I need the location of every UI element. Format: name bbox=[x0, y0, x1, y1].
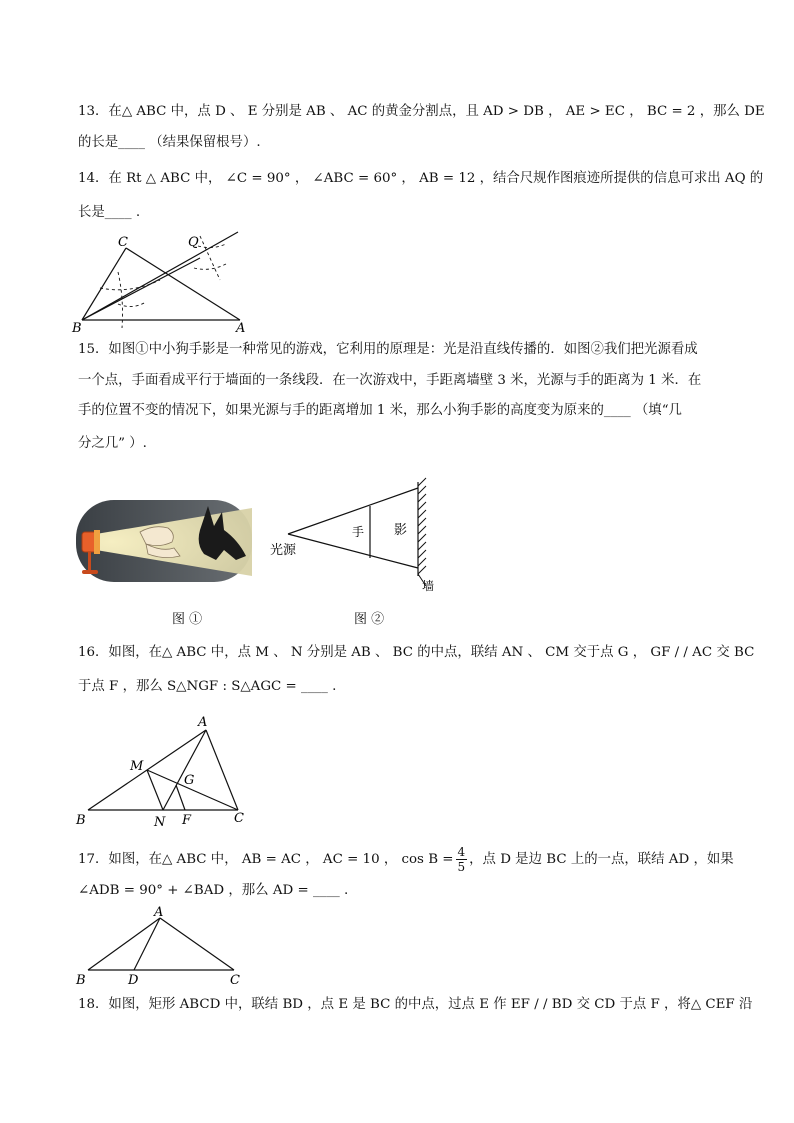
label-A: A bbox=[236, 321, 246, 336]
problem-17-line-2: ∠ADB = 90° + ∠BAD ，那么 AD = ____ . bbox=[78, 883, 349, 898]
label-M: M bbox=[130, 759, 144, 774]
problem-14-line-2: 长是____ . bbox=[78, 205, 141, 220]
label-F: F bbox=[182, 813, 192, 828]
problem-16-line-2: 于点 F ，那么 S△NGF : S△AGC = ____ . bbox=[78, 679, 337, 694]
label-B: B bbox=[72, 321, 82, 336]
hand-shadow-illustration bbox=[76, 500, 252, 582]
problem-14-line-1: 14．在 Rt △ ABC 中， ∠C = 90° ， ∠ABC = 60° ， AB = 12 ，结合尺规作图痕迹所提供的信息可求出 AQ 的 bbox=[78, 171, 764, 186]
label-A: A bbox=[154, 905, 164, 920]
light-source-diagram bbox=[270, 478, 440, 594]
label-Q: Q bbox=[188, 235, 199, 250]
label-B: B bbox=[76, 813, 86, 828]
label-B: B bbox=[76, 973, 86, 988]
label-wall: 墙 bbox=[422, 579, 435, 593]
problem-18-line-1: 18．如图，矩形 ABCD 中，联结 BD ，点 E 是 BC 的中点，过点 E 作 EF / / BD 交 CD 于点 F ，将△ CEF 沿 bbox=[78, 997, 753, 1012]
problem-16-figure bbox=[74, 714, 254, 830]
problem-17-line-1 bbox=[78, 845, 734, 874]
problem-17-figure bbox=[74, 904, 254, 988]
label-C: C bbox=[230, 973, 240, 988]
problem-14-figure bbox=[70, 228, 250, 336]
problem-15-line-4: 分之几” ）. bbox=[78, 436, 147, 451]
problem-15-line-3: 手的位置不变的情况下，如果光源与手的距离增加 1 米，那么小狗手影的高度变为原来的____ （填“几 bbox=[78, 403, 682, 418]
fraction-denominator: 5 bbox=[457, 860, 466, 874]
label-A: A bbox=[198, 715, 208, 730]
label-C: C bbox=[118, 235, 128, 250]
label-D: D bbox=[128, 973, 139, 988]
label-light-source: 光源 bbox=[270, 543, 297, 558]
label-C: C bbox=[234, 811, 244, 826]
problem-13-line-1: 13．在△ ABC 中，点 D 、 E 分别是 AB 、 AC 的黄金分割点，且 AD > DB ， AE > EC ， BC = 2 ，那么 DE bbox=[78, 104, 765, 119]
cos-fraction bbox=[456, 845, 468, 874]
label-N: N bbox=[154, 815, 166, 830]
figure-2-caption: 图 ② bbox=[354, 612, 385, 627]
label-shadow: 影 bbox=[394, 523, 408, 538]
problem-17-text-b: ，点 D 是边 BC 上的一点，联结 AD ，如果 bbox=[469, 852, 734, 867]
problem-16-line-1: 16．如图，在△ ABC 中，点 M 、 N 分别是 AB 、 BC 的中点，联结 AN 、 CM 交于点 G ， GF / / AC 交 BC bbox=[78, 645, 755, 660]
problem-15-line-1: 15．如图①中小狗手影是一种常见的游戏，它利用的原理是：光是沿直线传播的．如图②我们把光源看成 bbox=[78, 342, 698, 357]
problem-15-line-2: 一个点，手面看成平行于墙面的一条线段．在一次游戏中，手距离墙壁 3 米，光源与手的距离为 1 米．在 bbox=[78, 373, 702, 388]
problem-13-line-2: 的长是____ （结果保留根号）. bbox=[78, 135, 261, 150]
problem-17-text-a: 17．如图，在△ ABC 中， AB = AC ， AC = 10 ， cos B = bbox=[78, 852, 454, 867]
fraction-numerator: 4 bbox=[457, 845, 466, 859]
label-hand: 手 bbox=[352, 525, 365, 539]
figure-1-caption: 图 ① bbox=[172, 612, 203, 627]
label-G: G bbox=[184, 773, 195, 788]
